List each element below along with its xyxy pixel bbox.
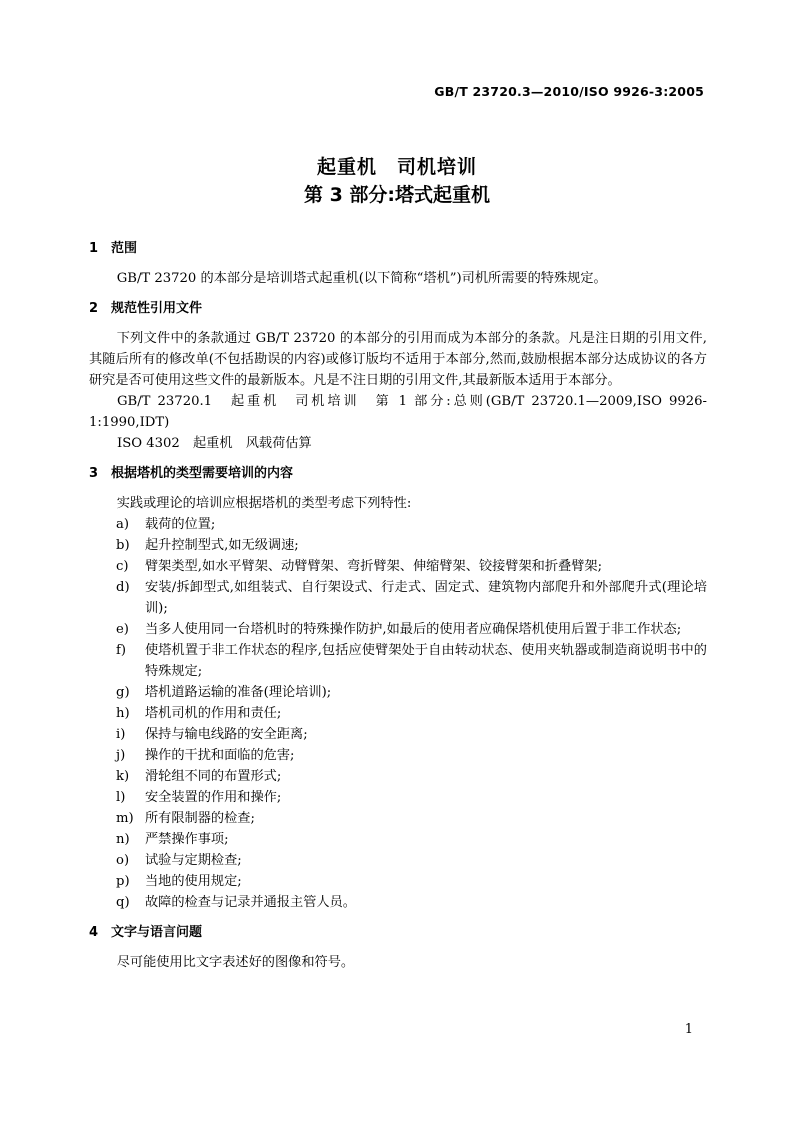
list-text: 试验与定期检查; [145,853,242,868]
list-text: 当地的使用规定; [145,874,242,889]
list-item [89,619,707,640]
list-text: 故障的检查与记录并通报主管人员。 [145,895,356,910]
list-item [89,808,707,829]
list-item [89,766,707,787]
list-marker: p) [116,874,130,889]
list-marker: e) [116,622,129,637]
section-heading [89,298,707,319]
list-item [89,514,707,535]
reference-item: ISO 4302 起重机 风载荷估算 [117,436,312,451]
section-number: 3 [89,466,99,481]
section-heading [89,463,707,484]
list-marker: h) [116,706,130,721]
section-normative-references [89,298,707,454]
page-number: 1 [684,1022,693,1037]
list-marker: g) [116,685,130,700]
list-text: 塔机道路运输的准备(理论培训); [145,685,332,700]
list-text: 严禁操作事项; [145,832,229,847]
section-number: 2 [89,301,99,316]
list-marker: c) [116,559,129,574]
paragraph: GB/T 23720 的本部分是培训塔式起重机(以下简称“塔机”)司机所需要的特殊规定。 [116,271,607,286]
list-text: 起升控制型式,如无级调速; [145,538,299,553]
paragraph: 下列文件中的条款通过 GB/T 23720 的本部分的引用而成为本部分的条款。凡是注日期的引用文件,其随后所有的修改单(不包括勘误的内容)或修订版均不适用于本部分,然而,鼓励根据本部分达成协议的各方研究是否可使用这些文件的最新版本。凡是不注日期的引用文件,其最新版本适用于本部分。 [89,331,707,388]
section-training-content [89,463,707,913]
section-heading [89,922,707,943]
section-title: 范围 [111,241,138,256]
list-text: 安装/拆卸型式,如组装式、自行架设式、行走式、固定式、建筑物内部爬升和外部爬升式(理论培训); [145,580,707,616]
list-item [89,535,707,556]
list-marker: j) [116,748,126,763]
list-text: 滑轮组不同的布置形式; [145,769,282,784]
list-item [89,640,707,682]
list-text: 载荷的位置; [145,517,216,532]
reference-item: GB/T 23720.1 起重机 司机培训 第 1 部分:总则(GB/T 23720.1—2009,ISO 9926-1:1990,IDT) [89,394,707,430]
list-item [89,892,707,913]
list-item [89,724,707,745]
list-marker: n) [116,832,130,847]
list-marker: o) [116,853,130,868]
section-number: 1 [89,241,99,256]
document-title: 起重机 司机培训 [316,156,477,178]
section-title: 规范性引用文件 [111,301,203,316]
list-marker: a) [116,517,130,532]
list-item [89,745,707,766]
list-item [89,577,707,619]
document-body [89,238,707,982]
paragraph: 实践或理论的培训应根据塔机的类型考虑下列特性: [116,496,412,511]
list-text: 安全装置的作用和操作; [145,790,282,805]
section-text-and-language [89,922,707,973]
list-text: 操作的干扰和面临的危害; [145,748,295,763]
list-marker: i) [116,727,126,742]
document-subtitle: 第 3 部分:塔式起重机 [303,184,491,206]
list-item [89,682,707,703]
characteristics-list [89,514,707,913]
paragraph: 尽可能使用比文字表述好的图像和符号。 [116,955,355,970]
standard-code: GB/T 23720.3—2010/ISO 9926-3:2005 [434,84,704,99]
list-marker: d) [116,580,130,595]
list-text: 臂架类型,如水平臂架、动臂臂架、弯折臂架、伸缩臂架、铰接臂架和折叠臂架; [145,559,603,574]
list-item [89,871,707,892]
list-marker: l) [116,790,126,805]
list-marker: f) [116,643,127,658]
list-text: 所有限制器的检查; [145,811,255,826]
list-marker: b) [116,538,130,553]
list-item [89,703,707,724]
section-number: 4 [89,925,99,940]
list-text: 当多人使用同一台塔机时的特殊操作防护,如最后的使用者应确保塔机使用后置于非工作状态; [145,622,682,637]
section-scope [89,238,707,289]
section-title: 根据塔机的类型需要培训的内容 [111,466,294,481]
list-item [89,787,707,808]
list-marker: q) [116,895,130,910]
section-title: 文字与语言问题 [111,925,203,940]
section-heading [89,238,707,259]
list-text: 保持与输电线路的安全距离; [145,727,308,742]
list-item [89,850,707,871]
list-marker: m) [116,811,134,826]
list-marker: k) [116,769,130,784]
list-text: 使塔机置于非工作状态的程序,包括应使臂架处于自由转动状态、使用夹轨器或制造商说明书中的特殊规定; [145,643,707,679]
list-item [89,829,707,850]
list-item [89,556,707,577]
list-text: 塔机司机的作用和责任; [145,706,282,721]
